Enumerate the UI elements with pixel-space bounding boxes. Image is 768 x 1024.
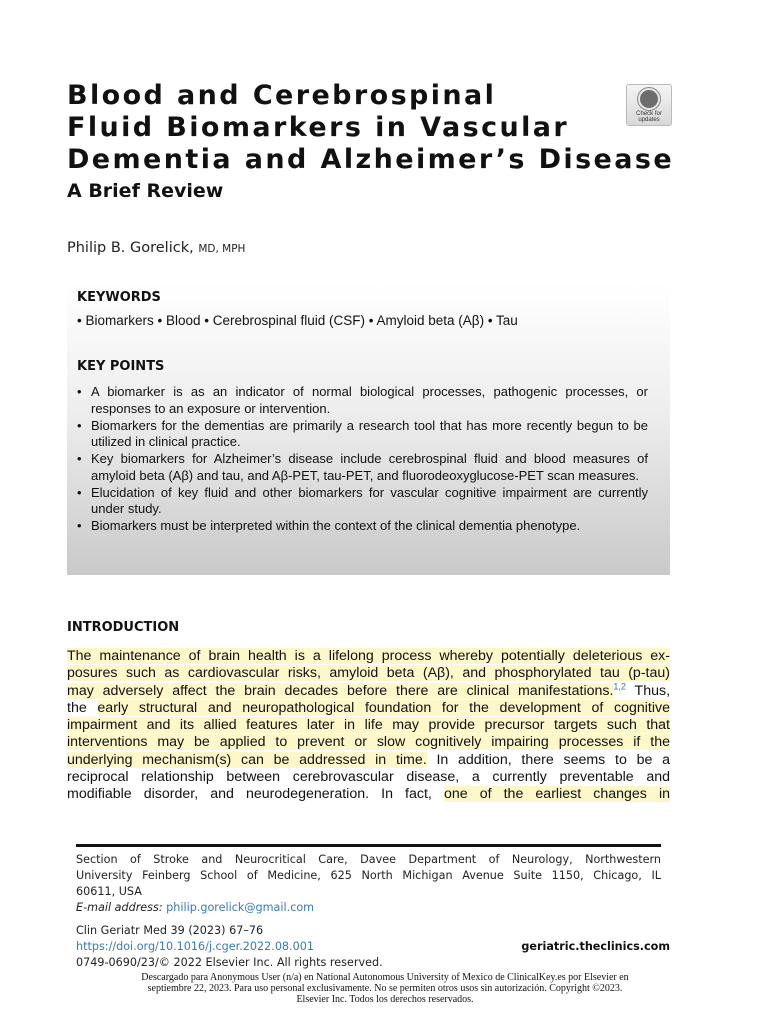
- keywords-keypoints-box: [67, 283, 670, 575]
- body-text: modifiable disorder, and neurodegeneration. In fact,: [67, 786, 444, 803]
- affiliation-line: University Feinberg School of Medicine, 625 North Michigan Avenue Suite 1150, Chicago, IL: [76, 869, 661, 882]
- key-point-item: • Key biomarkers for Alzheimer’s disease include cerebrospinal fluid and blood measures of amyloid beta (Aβ) and tau, and Aβ-PET, tau-PET, and fluorodeoxyglucose-PET scan measures.: [77, 451, 648, 484]
- highlight: interventions may be applied to prevent or slow cognitively impairing processes if the: [67, 734, 670, 751]
- body-line: [67, 648, 670, 665]
- download-notice: Descargado para Anonymous User (n/a) en National Autonomous University of Mexico de ClinicalKey.es por Elsevier en septiembre 22, 2023. Para uso personal exclusivamente. No se permiten otros usos sin autorización. Copyright ©2023. Elsevier Inc. Todos los derechos reservados.: [141, 972, 629, 1005]
- highlight: underlying mechanism(s) can be addressed in time.: [67, 751, 427, 768]
- email-line: [76, 900, 661, 916]
- title-line-1: Blood and Cerebrospinal: [67, 80, 497, 111]
- body-text: Thus,: [625, 682, 671, 699]
- check-for-updates-badge[interactable]: [626, 84, 672, 126]
- author-line: [67, 240, 245, 256]
- highlight: early structural and neuropathological foundation for the development of cognitive: [97, 699, 670, 716]
- body-line: [67, 786, 670, 803]
- body-line: [67, 717, 670, 734]
- highlight: impairment and its allied features later in life may provide precursor targets such that: [67, 717, 670, 734]
- key-points-list: [77, 384, 648, 535]
- highlight: may adversely affect the brain decades before there are clinical manifestations.: [67, 682, 614, 699]
- key-point-item: • Biomarkers for the dementias are primarily a research tool that has more recently begun to be utilized in clinical practice.: [77, 418, 648, 451]
- body-line: reciprocal relationship between cerebrovascular disease, a currently preventable and: [67, 769, 670, 786]
- body-line: [67, 665, 670, 682]
- footnote-divider: [76, 844, 661, 847]
- citation-block: [76, 923, 670, 971]
- introduction-body: [67, 648, 670, 804]
- journal-citation: Clin Geriatr Med 39 (2023) 67–76: [76, 924, 264, 937]
- author-degrees: MD, MPH: [198, 243, 246, 255]
- doi-link[interactable]: https://doi.org/10.1016/j.cger.2022.08.001: [76, 940, 314, 953]
- highlight: posures such as cardiovascular risks, amyloid beta (Aβ), and phosphorylated tau (p-tau): [67, 665, 670, 682]
- affiliation-line: Section of Stroke and Neurocritical Care, Davee Department of Neurology, Northwestern: [76, 853, 661, 866]
- body-line: [67, 700, 670, 717]
- badge-line-2: updates: [638, 117, 660, 123]
- author-name: Philip B. Gorelick,: [67, 240, 194, 256]
- introduction-heading: INTRODUCTION: [67, 620, 180, 635]
- body-text: In addition, there seems to be a: [426, 751, 670, 768]
- reference-link[interactable]: 1,2: [613, 680, 626, 691]
- keywords-heading: KEYWORDS: [77, 290, 161, 305]
- highlight: one of the earliest changes in: [443, 786, 671, 803]
- body-line: [67, 680, 671, 700]
- body-text: the: [67, 699, 98, 716]
- title-line-3: Dementia and Alzheimer’s Disease: [67, 144, 675, 175]
- email-label: E-mail address:: [76, 901, 163, 914]
- keywords-list: • Biomarkers • Blood • Cerebrospinal fluid (CSF) • Amyloid beta (Aβ) • Tau: [77, 313, 518, 328]
- key-point-item: • Biomarkers must be interpreted within the context of the clinical dementia phenotype.: [77, 518, 648, 535]
- key-point-item: • Elucidation of key fluid and other biomarkers for vascular cognitive impairment are currently under study.: [77, 485, 648, 518]
- body-line: [67, 752, 670, 769]
- key-point-item: • A biomarker is as an indicator of normal biological processes, pathogenic processes, or responses to an exposure or intervention.: [77, 384, 648, 417]
- check-for-updates-icon: [638, 88, 660, 110]
- journal-site[interactable]: geriatric.theclinics.com: [521, 940, 670, 953]
- issn-copyright: 0749-0690/23/© 2022 Elsevier Inc. All rights reserved.: [76, 956, 383, 969]
- article-subtitle: A Brief Review: [67, 180, 224, 202]
- badge-line-1: Check for: [636, 111, 662, 117]
- affiliation-line: 60611, USA: [76, 885, 142, 898]
- highlight: The maintenance of brain health is a lifelong process whereby potentially deleterious ex-: [67, 648, 670, 664]
- title-line-2: Fluid Biomarkers in Vascular: [67, 112, 570, 143]
- affiliation: [76, 852, 661, 916]
- body-line: [67, 734, 670, 751]
- key-points-heading: KEY POINTS: [77, 359, 165, 374]
- email-link[interactable]: philip.gorelick@gmail.com: [166, 901, 315, 914]
